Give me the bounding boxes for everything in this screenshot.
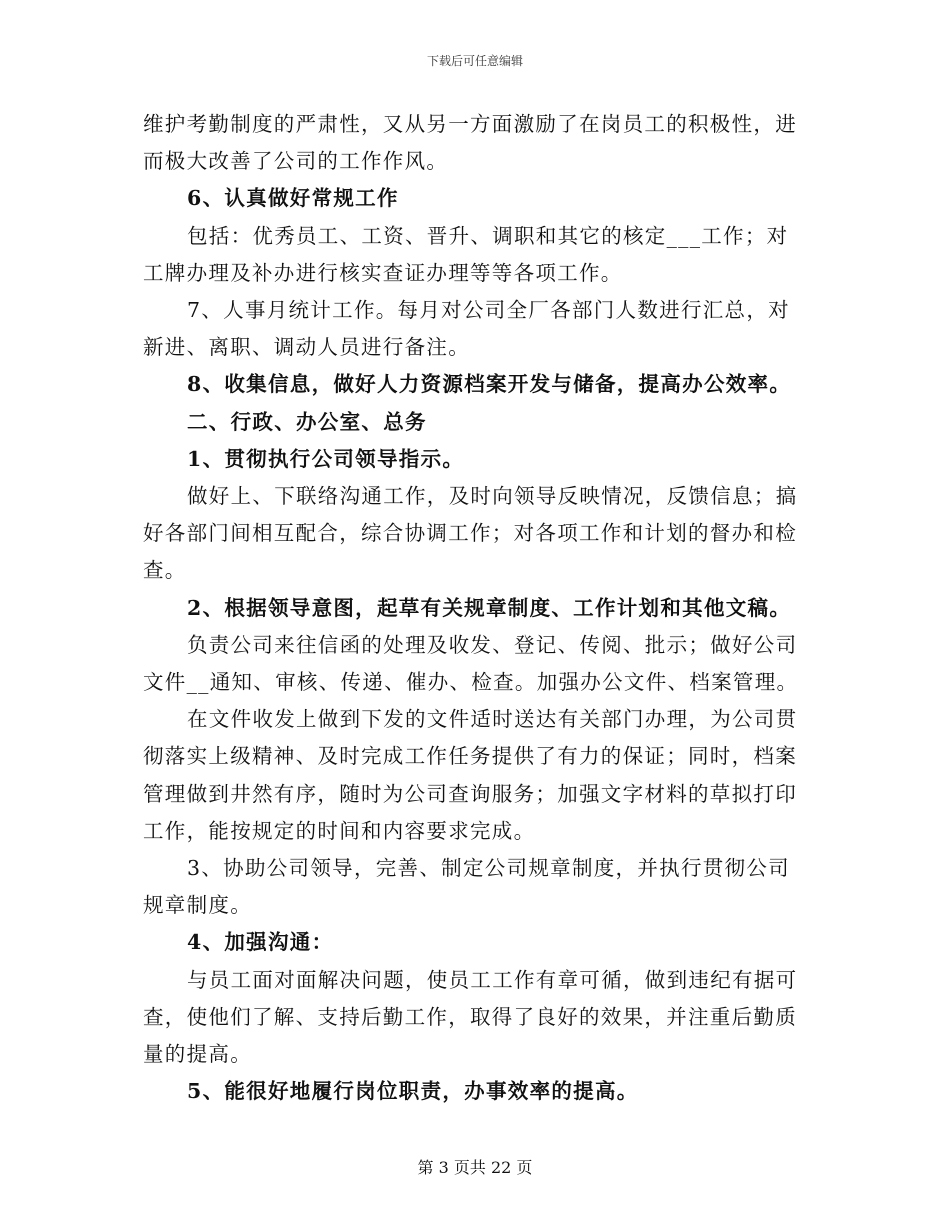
- paragraph: 维护考勤制度的严肃性，又从另一方面激励了在岗员工的积极性，进而极大改善了公司的工作作风。: [143, 112, 797, 174]
- section-heading: 二、行政、办公室、总务: [187, 409, 427, 434]
- section-heading: 8、收集信息，做好人力资源档案开发与储备，提高办公效率。: [187, 372, 792, 397]
- paragraph: 负责公司来往信函的处理及收发、登记、传阅、批示；做好公司文件__通知、审核、传递、催办、检查。加强办公文件、档案管理。: [143, 632, 799, 695]
- page-footer: 第 3 页共 22 页: [417, 1158, 533, 1177]
- section-heading: 1、贯彻执行公司领导指示。: [187, 446, 465, 471]
- section-heading: 5、能很好地履行岗位职责，办事效率的提高。: [187, 1079, 639, 1104]
- section-heading: 4、加强沟通：: [187, 930, 334, 955]
- paragraph: 包括：优秀员工、工资、晋升、调职和其它的核定___工作；对工牌办理及补办进行核实查证办理等等各项工作。: [143, 223, 789, 285]
- document-body: [143, 106, 807, 1110]
- paragraph: 在文件收发上做到下发的文件适时送达有关部门办理，为公司贯彻落实上级精神、及时完成工作任务提供了有力的保证；同时，档案管理做到井然有序，随时为公司查询服务；加强文字材料的草拟打印工作，能按规定的时间和内容要求完成。: [143, 707, 798, 843]
- paragraph: 3、协助公司领导，完善、制定公司规章制度，并执行贯彻公司规章制度。: [143, 856, 790, 918]
- paragraph: 与员工面对面解决问题，使员工工作有章可循，做到违纪有据可查，使他们了解、支持后勤工作，取得了良好的效果，并注重后勤质量的提高。: [143, 967, 798, 1067]
- paragraph: 7、人事月统计工作。每月对公司全厂各部门人数进行汇总，对新进、离职、调动人员进行备注。: [143, 298, 790, 360]
- page-header: 下载后可任意编辑: [426, 54, 523, 68]
- paragraph: 做好上、下联络沟通工作，及时向领导反映情况，反馈信息；搞好各部门间相互配合，综合协调工作；对各项工作和计划的督办和检查。: [143, 484, 798, 583]
- section-heading: 2、根据领导意图，起草有关规章制度、工作计划和其他文稿。: [187, 595, 792, 620]
- section-heading: 6、认真做好常规工作: [187, 186, 399, 211]
